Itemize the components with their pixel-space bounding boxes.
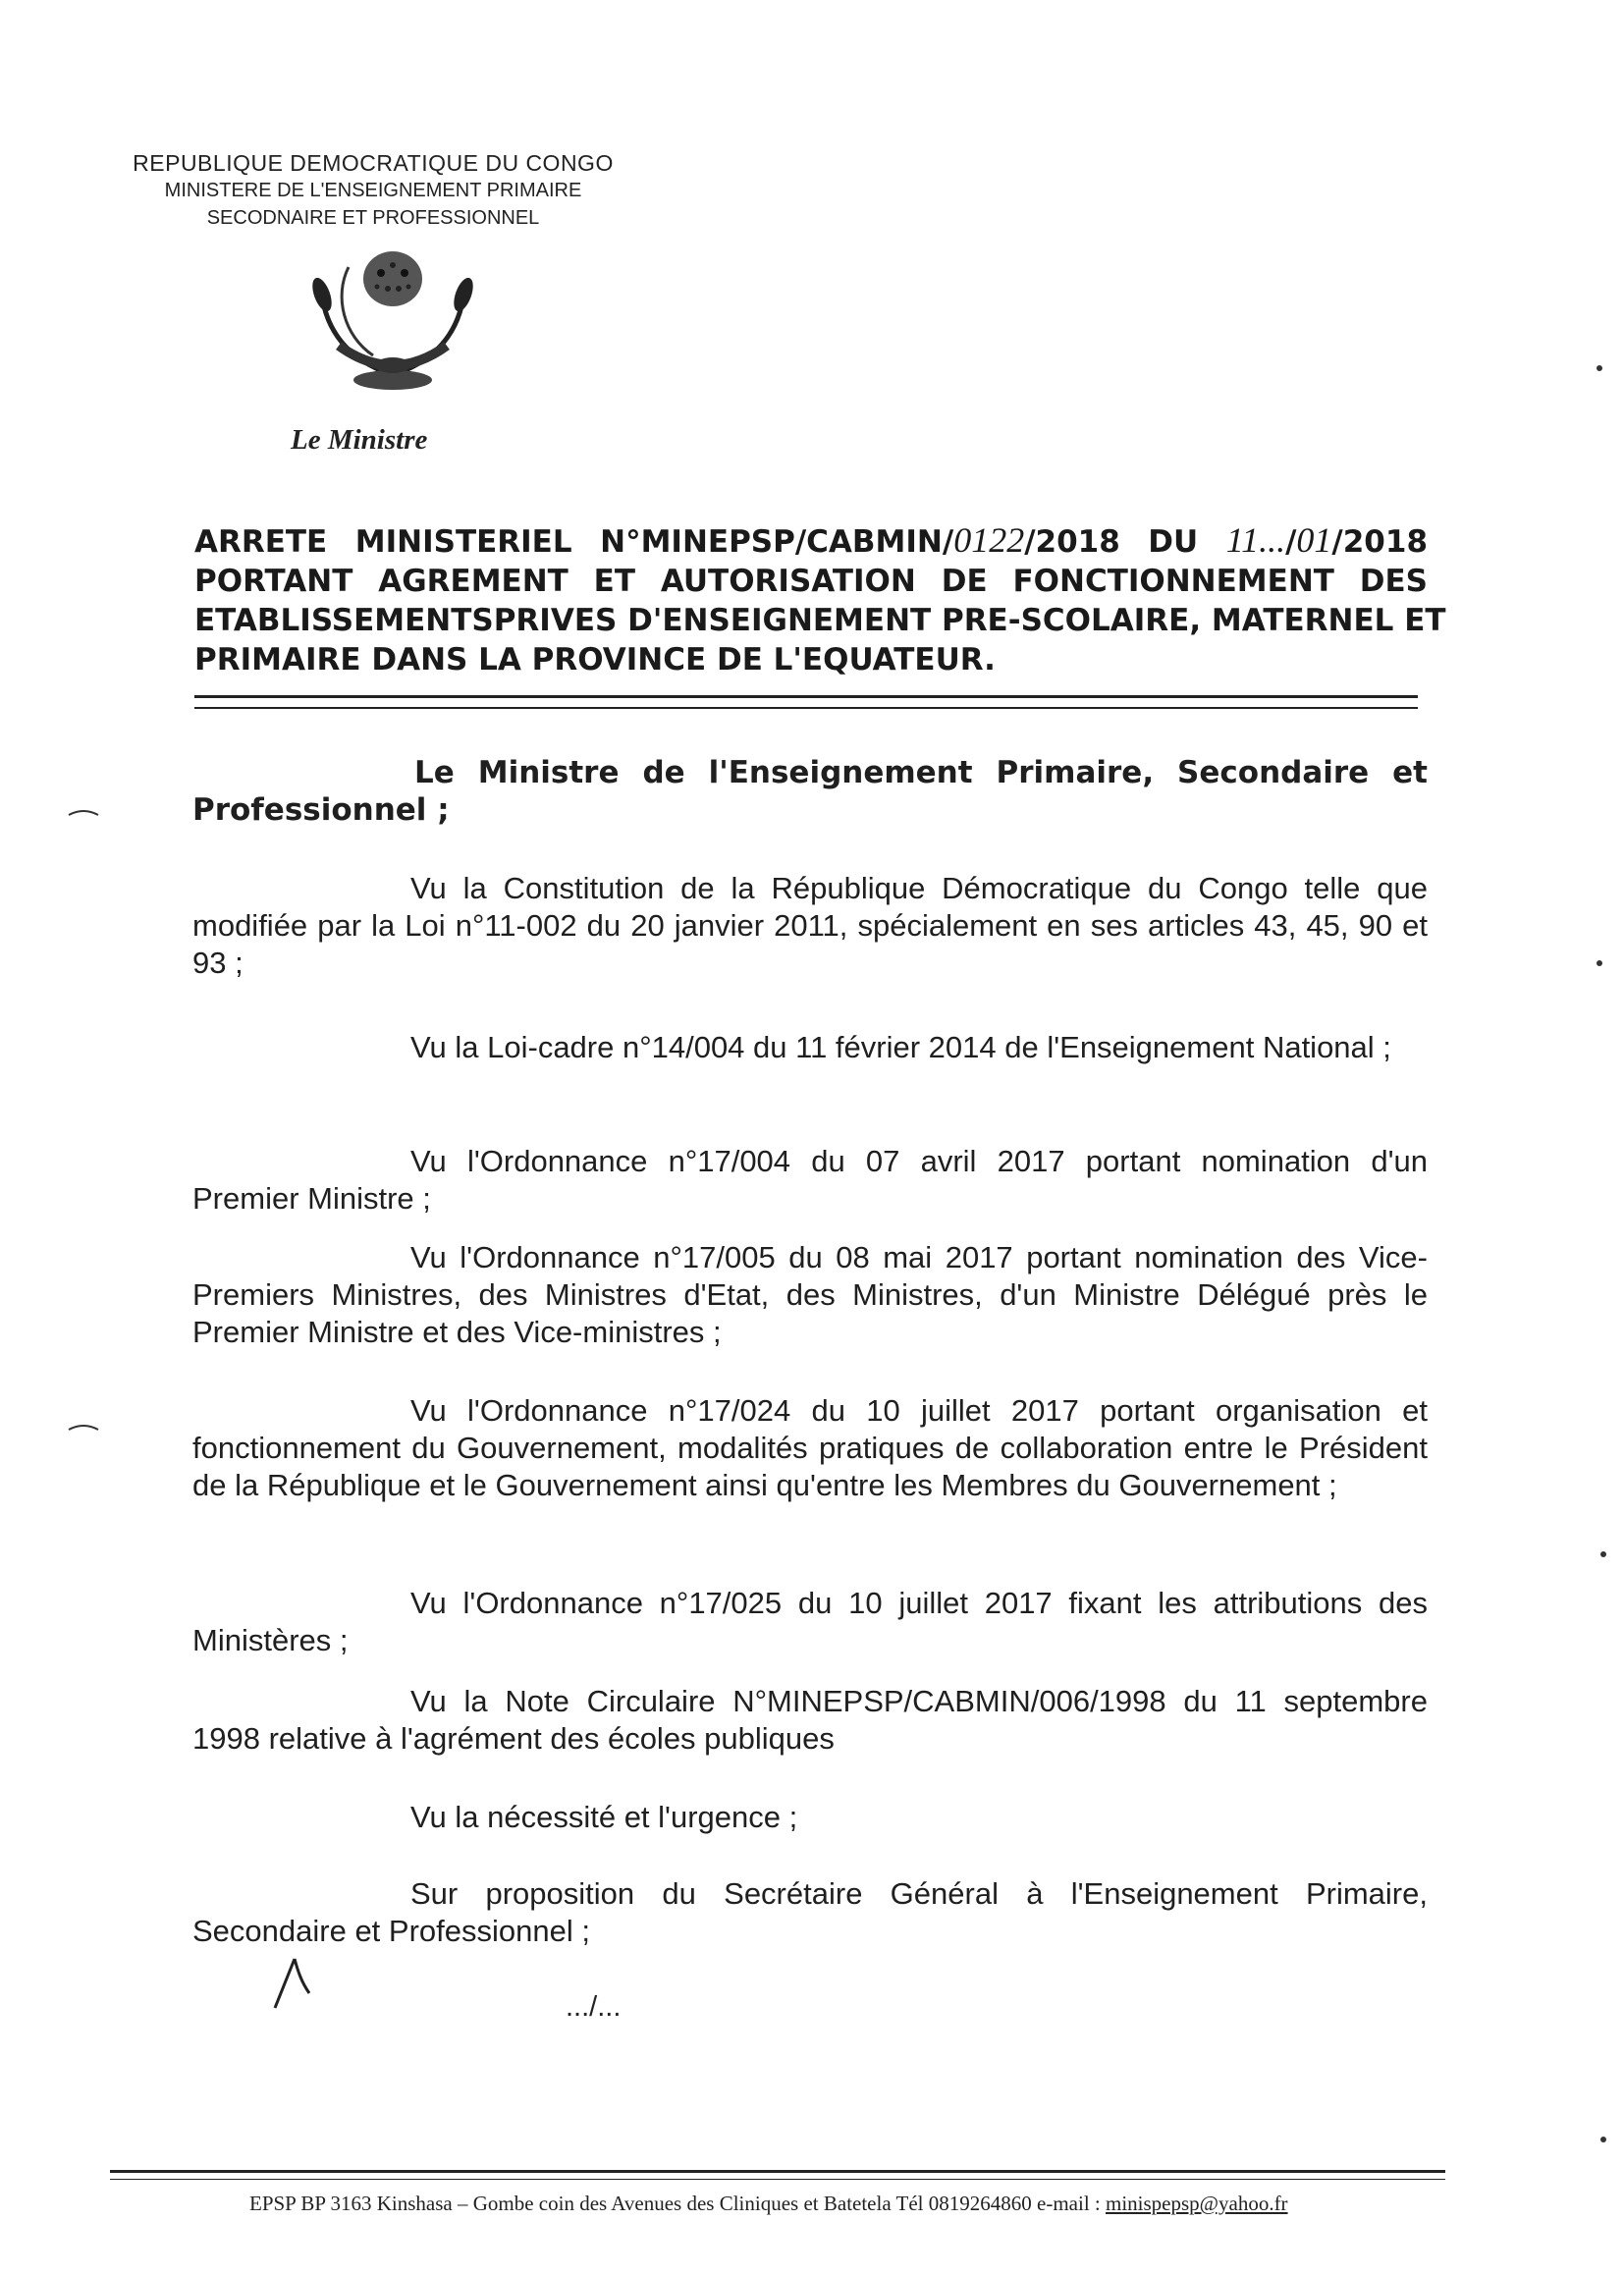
consideration-ordonnance-17-004: Vu l'Ordonnance n°17/004 du 07 avril 2017 portant nomination d'un Premier Ministre ; <box>192 1144 1428 1216</box>
decree-line-2: PORTANT AGREMENT ET AUTORISATION DE FONCTIONNEMENT DES <box>194 564 1428 599</box>
page-continuation: .../... <box>566 1991 622 2023</box>
preamble: Le Ministre de l'Enseignement Primaire, Secondaire et Professionnel ; <box>192 755 1428 828</box>
footer-address <box>249 2192 1288 2216</box>
letterhead-country: REPUBLIQUE DEMOCRATIQUE DU CONGO <box>133 150 614 176</box>
footer-divider <box>110 2170 1445 2180</box>
consideration-ordonnance-17-025: Vu l'Ordonnance n°17/025 du 10 juillet 2017 fixant les attributions des Ministères ; <box>192 1586 1428 1657</box>
minister-title: Le Ministre <box>291 424 428 456</box>
consideration-proposition: Sur proposition du Secrétaire Général à l'Enseignement Primaire, Secondaire et Professionnel ; <box>192 1876 1428 1948</box>
decree-line1-suffix: /2018 <box>1331 524 1429 560</box>
margin-mark-icon <box>67 807 100 817</box>
decree-date-month: 01 <box>1296 520 1332 560</box>
coat-of-arms-icon <box>295 238 491 395</box>
decree-line-1 <box>194 520 1428 562</box>
decree-line-4: PRIMAIRE DANS LA PROVINCE DE L'EQUATEUR. <box>194 642 996 677</box>
letterhead-ministry: MINISTERE DE L'ENSEIGNEMENT PRIMAIRE <box>164 180 582 201</box>
scan-dot-icon <box>1597 365 1602 371</box>
margin-mark-icon <box>67 1422 100 1432</box>
decree-line-3: ETABLISSEMENTSPRIVES D'ENSEIGNEMENT PRE-SCOLAIRE, MATERNEL ET <box>194 603 1446 638</box>
decree-line1-mid: /2018 DU <box>1024 524 1226 560</box>
title-divider <box>194 695 1418 709</box>
letterhead <box>98 149 648 232</box>
decree-title <box>194 520 1446 679</box>
letterhead-ministry-sub: SECODNAIRE ET PROFESSIONNEL <box>206 207 540 229</box>
consideration-ordonnance-17-024: Vu l'Ordonnance n°17/024 du 10 juillet 2017 portant organisation et fonctionnement du Gouvernement, modalités pratiques de collaboration entre le Président de la République et le Gouvernement ainsi qu'entre les Membres du Gouvernement ; <box>192 1393 1428 1502</box>
consideration-necessite: Vu la nécessité et l'urgence ; <box>410 1800 798 1834</box>
decree-number: 0122 <box>953 520 1025 560</box>
scan-dot-icon <box>1600 1551 1606 1557</box>
consideration-constitution: Vu la Constitution de la République Démocratique du Congo telle que modifiée par la Loi n°11-002 du 20 janvier 2011, spécialement en ses articles 43, 45, 90 et 93 ; <box>192 871 1428 980</box>
consideration-loi-cadre: Vu la Loi-cadre n°14/004 du 11 février 2014 de l'Enseignement National ; <box>410 1030 1391 1064</box>
decree-line1-prefix: ARRETE MINISTERIEL N°MINEPSP/CABMIN/ <box>194 524 954 560</box>
decree-date-day: 11... <box>1225 520 1286 560</box>
consideration-ordonnance-17-005: Vu l'Ordonnance n°17/005 du 08 mai 2017 portant nomination des Vice-Premiers Ministres, des Ministres d'Etat, des Ministres, d'un Ministre Délégué près le Premier Ministre et des Vice-ministres ; <box>192 1240 1428 1349</box>
scan-dot-icon <box>1600 2137 1606 2142</box>
footer-address-text: EPSP BP 3163 Kinshasa – Gombe coin des Avenues des Cliniques et Batetela Tél 0819264860 e-mail : <box>249 2192 1106 2215</box>
handwritten-initial-icon <box>265 1954 314 2013</box>
consideration-note-circulaire: Vu la Note Circulaire N°MINEPSP/CABMIN/006/1998 du 11 septembre 1998 relative à l'agrément des écoles publiques <box>192 1684 1428 1756</box>
decree-date-sep: / <box>1285 524 1297 560</box>
footer-email-link[interactable]: minispepsp@yahoo.fr <box>1105 2192 1288 2215</box>
scan-dot-icon <box>1597 960 1602 966</box>
